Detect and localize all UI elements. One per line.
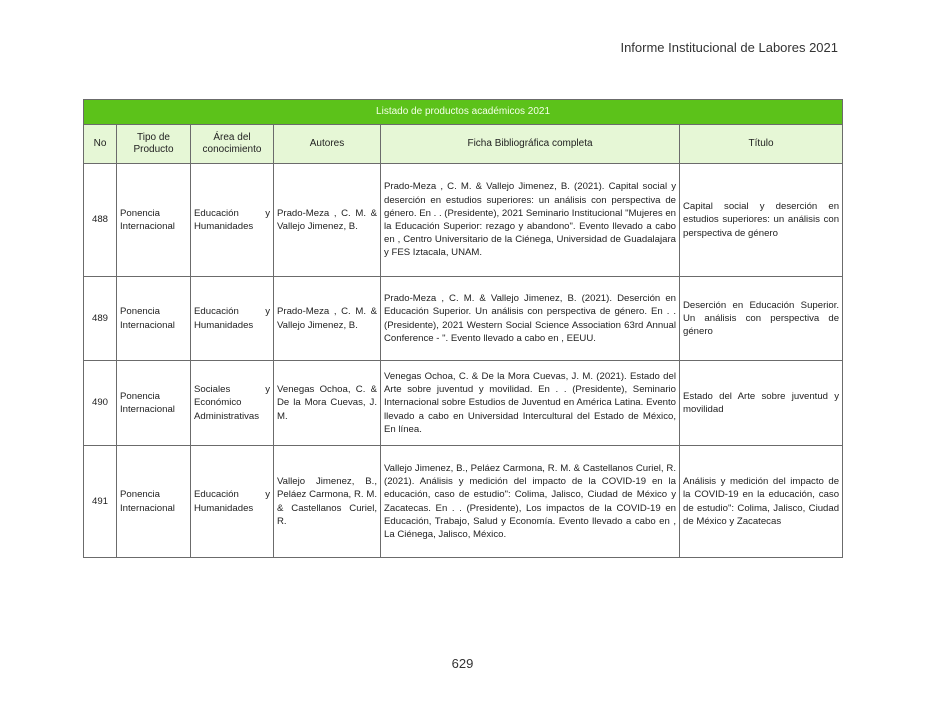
- cell-area: Educación y Humanidades: [191, 446, 274, 558]
- cell-titulo: Estado del Arte sobre juventud y movilidad: [680, 361, 843, 446]
- cell-no: 490: [84, 361, 117, 446]
- cell-ficha: Vallejo Jimenez, B., Peláez Carmona, R. M. & Castellanos Curiel, R. (2021). Análisis y medición del impacto de la COVID-19 en la educación, caso de estudio": Colima, Jalisco, Ciudad de México y Zacatecas. En . . (Presidente), Los impactos de la COVID-19 en Educación, Trabajo, Salud y Economía. Evento llevado a cabo en , La Ciénega, Jalisco, México.: [381, 446, 680, 558]
- column-header-area: Área del conocimiento: [191, 125, 274, 164]
- cell-tipo: Ponencia Internacional: [117, 361, 191, 446]
- cell-tipo: Ponencia Internacional: [117, 277, 191, 361]
- cell-autores: Vallejo Jimenez, B., Peláez Carmona, R. M. & Castellanos Curiel, R.: [274, 446, 381, 558]
- column-header-tipo: Tipo de Producto: [117, 125, 191, 164]
- page-header-title: Informe Institucional de Labores 2021: [620, 40, 838, 55]
- academic-products-table: [83, 99, 843, 558]
- column-header-autores: Autores: [274, 125, 381, 164]
- cell-tipo: Ponencia Internacional: [117, 446, 191, 558]
- cell-ficha: Prado-Meza , C. M. & Vallejo Jimenez, B. (2021). Capital social y deserción en estudios superiores: un análisis con perspectiva de género. En . . (Presidente), 2021 Seminario Institucional "Mujeres en la Educación Superior: rezago y abandono". Evento llevado a cabo en , Centro Universitario de la Ciénega, Universidad de Guadalajara y FES Iztacala, UNAM.: [381, 164, 680, 277]
- table-row: [84, 164, 843, 277]
- cell-titulo: Análisis y medición del impacto de la COVID-19 en la educación, caso de estudio": Colima, Jalisco, Ciudad de México y Zacatecas: [680, 446, 843, 558]
- table-row: [84, 277, 843, 361]
- cell-titulo: Deserción en Educación Superior. Un análisis con perspectiva de género: [680, 277, 843, 361]
- cell-area: Educación y Humanidades: [191, 164, 274, 277]
- page-number: 629: [451, 656, 474, 671]
- table-caption: Listado de productos académicos 2021: [84, 100, 843, 125]
- cell-area: Educación y Humanidades: [191, 277, 274, 361]
- cell-no: 488: [84, 164, 117, 277]
- cell-autores: Venegas Ochoa, C. & De la Mora Cuevas, J. M.: [274, 361, 381, 446]
- cell-no: 489: [84, 277, 117, 361]
- table-row: [84, 361, 843, 446]
- cell-autores: Prado-Meza , C. M. & Vallejo Jimenez, B.: [274, 164, 381, 277]
- table-header-row: [84, 125, 843, 164]
- column-header-no: No: [84, 125, 117, 164]
- cell-ficha: Prado-Meza , C. M. & Vallejo Jimenez, B. (2021). Deserción en Educación Superior. Un análisis con perspectiva de género. En . . (Presidente), 2021 Western Social Science Association 63rd Annual Conference - ". Evento llevado a cabo en , EEUU.: [381, 277, 680, 361]
- column-header-titulo: Título: [680, 125, 843, 164]
- cell-autores: Prado-Meza , C. M. & Vallejo Jimenez, B.: [274, 277, 381, 361]
- cell-ficha: Venegas Ochoa, C. & De la Mora Cuevas, J. M. (2021). Estado del Arte sobre juventud y movilidad. En . . (Presidente), Seminario Internacional sobre Estudios de Juventud en América Latina. Evento llevado a cabo en Universidad Intercultural del Estado de México, En línea.: [381, 361, 680, 446]
- cell-tipo: Ponencia Internacional: [117, 164, 191, 277]
- cell-titulo: Capital social y deserción en estudios superiores: un análisis con perspectiva de género: [680, 164, 843, 277]
- cell-area: Sociales y Económico Administrativas: [191, 361, 274, 446]
- table-row: [84, 446, 843, 558]
- column-header-ficha: Ficha Bibliográfica completa: [381, 125, 680, 164]
- cell-no: 491: [84, 446, 117, 558]
- table-caption-row: [84, 100, 843, 125]
